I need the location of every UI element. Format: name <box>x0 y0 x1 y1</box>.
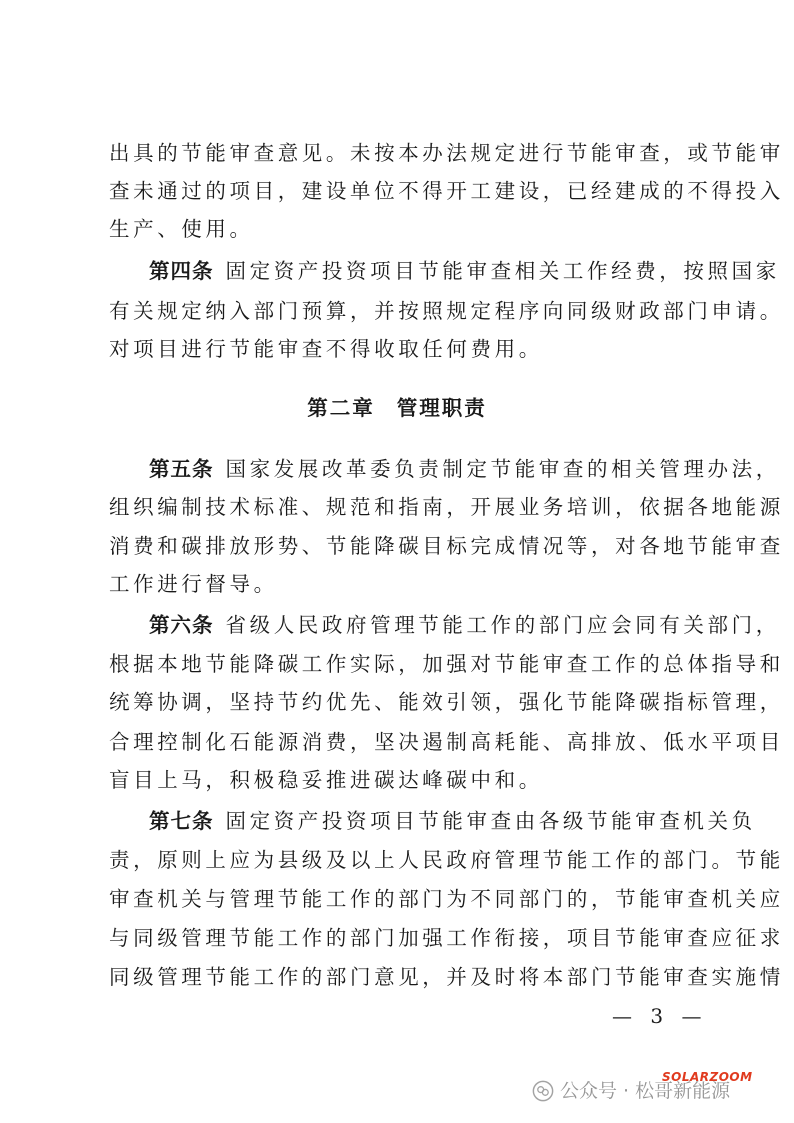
text-line: 国家发展改革委负责制定节能审查的相关管理办法， <box>225 457 780 481</box>
chapter-number: 第二章 <box>307 396 375 420</box>
text-line: 固定资产投资项目节能审查由各级节能审查机关负 <box>225 809 756 833</box>
watermark-text: 公众号 · 松哥新能源 <box>560 1080 731 1102</box>
article-7-first-line <box>149 806 756 836</box>
text-line: 有关规定纳入部门预算，并按照规定程序向同级财政部门申请。 <box>109 299 784 323</box>
text-line: 省级人民政府管理节能工作的部门应会同有关部门， <box>225 613 780 637</box>
chapter-title: 管理职责 <box>396 396 487 420</box>
text-line: 固定资产投资项目节能审查相关工作经费，按照国家 <box>225 259 780 283</box>
text-line: 消费和碳排放形势、节能降碳目标完成情况等，对各地节能审查 <box>109 534 784 558</box>
text-line: 根据本地节能降碳工作实际，加强对节能审查工作的总体指导和 <box>109 652 784 676</box>
chapter-heading <box>0 393 794 423</box>
article-4-heading: 第四条 <box>149 259 214 283</box>
text-line: 出具的节能审查意见。未按本办法规定进行节能审查，或节能审 <box>109 141 784 165</box>
text-line: 合理控制化石能源消费，坚决遏制高耗能、高排放、低水平项目 <box>109 730 784 754</box>
text-line: 组织编制技术标准、规范和指南，开展业务培训，依据各地能源 <box>109 495 784 519</box>
text-line: 审查机关与管理节能工作的部门为不同部门的，节能审查机关应 <box>109 887 784 911</box>
text-line: 对项目进行节能审查不得收取任何费用。 <box>109 337 543 361</box>
brand-logo-text: SOLARZOOM <box>662 1070 753 1084</box>
text-line: 工作进行督导。 <box>109 572 278 596</box>
wechat-official-account-icon <box>532 1080 554 1102</box>
article-7-heading: 第七条 <box>149 809 214 833</box>
page-number: — 3 — <box>612 1004 708 1028</box>
article-4-first-line <box>149 256 780 286</box>
article-6-heading: 第六条 <box>149 613 214 637</box>
article-5-first-line <box>149 454 780 484</box>
text-line: 盲目上马，积极稳妥推进碳达峰碳中和。 <box>109 768 543 792</box>
text-line: 生产、使用。 <box>109 217 254 241</box>
article-5-heading: 第五条 <box>149 457 214 481</box>
article-6-first-line <box>149 610 780 640</box>
text-line: 与同级管理节能工作的部门加强工作衔接，项目节能审查应征求 <box>109 926 784 950</box>
text-line: 统筹协调，坚持节约优先、能效引领，强化节能降碳指标管理， <box>109 690 784 714</box>
text-line: 查未通过的项目，建设单位不得开工建设，已经建成的不得投入 <box>109 179 784 203</box>
text-line: 同级管理节能工作的部门意见，并及时将本部门节能审查实施情 <box>109 965 784 989</box>
text-line: 责，原则上应为县级及以上人民政府管理节能工作的部门。节能 <box>109 848 784 872</box>
